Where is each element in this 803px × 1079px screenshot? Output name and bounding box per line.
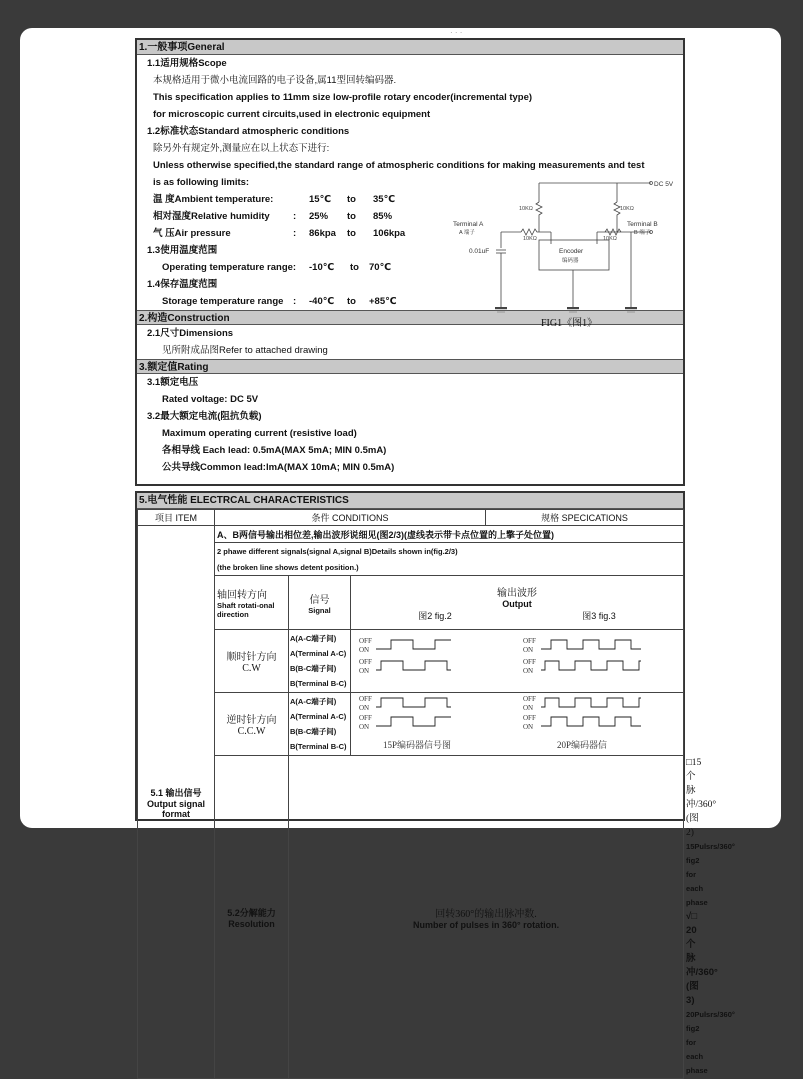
shaft-cn: 轴回转方向 [217,590,267,601]
ccw-waveform-chart [351,693,681,753]
ccw-fig3-off-b: OFF [523,714,536,722]
cw-sig-b2: B(Terminal B-C) [290,679,347,688]
dc-label: DC 5V [654,181,674,188]
st-to: to [347,296,356,307]
cw-waveform-chart [351,630,681,690]
ccw-fig3-wave-a [541,698,641,707]
ccw-waveforms [351,693,684,756]
resolution-condition [289,756,684,1079]
terminal-b-label: Terminal B [627,221,658,228]
figure-1-caption: FIG1《图1》 [541,318,598,329]
cw-sig-b1: B(B-C端子间) [290,664,337,673]
ccw-fig3-on-a: ON [523,704,534,712]
cw-fig3-off-a: OFF [523,637,536,645]
ccw-cell [215,693,289,756]
signal-en: Signal [308,605,331,615]
ccw-fig2-wave-b [376,717,451,726]
st-min: -40℃ [309,296,335,307]
cw-sig-a2: A(Terminal A-C) [290,649,347,658]
op-to: to [350,262,359,273]
output-signal-item [138,526,215,1079]
air-to: to [347,228,356,239]
ccw-fig2-on-a: ON [359,704,370,712]
spec-frame-upper [135,38,685,486]
output-signal-en: Output signal format [147,798,205,819]
cw-fig2-wave-b [376,661,451,670]
hum-min: 25% [309,211,329,222]
phase-en-2: (the broken line shows detent position.) [215,560,684,576]
ccw-signals [289,693,351,756]
hum-to: to [347,211,356,222]
page-break-mark: · · · [450,28,463,37]
ccw-fig2-wave-a [376,698,451,707]
ccw-fig2-on-b: ON [359,723,370,731]
resistor-2-label: 10KΩ [620,206,634,212]
col-item-header: 项目 ITEM [138,510,215,526]
ccw-fig2-off-b: OFF [359,714,372,722]
terminal-b-cn: B 端子 [634,230,651,236]
encoder-label: Encoder [559,248,584,255]
col-specs-header: 规格 SPECICATIONS [486,510,684,526]
ccw-sig-a1: A(A-C端子间) [290,697,337,706]
ccw-fig3-on-b: ON [523,723,534,731]
output-cn: 输出波形 [497,587,538,599]
storage-temp-title: 1.4保存温度范围 [147,279,218,290]
cw-fig3-on-b: ON [523,667,534,675]
dimensions-title: 2.1尺寸Dimensions [147,328,234,339]
capacitor-label: 0.01uF [469,248,490,255]
output-header [351,576,684,630]
hum-colon: : [293,211,297,222]
document-page [20,28,781,1075]
resistor-4-label: 10KΩ [603,236,617,242]
scope-title: 1.1适用规格Scope [147,58,227,69]
cw-fig2-off-a: OFF [359,637,372,645]
air-label: 气 压Air pressure [153,228,231,239]
shaft-en-1: Shaft rotati-onal [217,601,275,610]
op-temp-title: 1.3使用温度范围 [147,245,218,256]
scope-en-2: for microscopic current circuits,used in electronic equipment [153,109,431,120]
cw-fig3-off-b: OFF [523,658,536,666]
atm-en-2: is as following limits: [153,177,250,188]
cw-fig2-on-b: ON [359,667,370,675]
cw-fig2-off-b: OFF [359,658,372,666]
temp-min: 15℃ [309,194,332,205]
section-general-heading: 1.一般事项General [137,40,683,55]
shaft-en-2: direction [217,610,249,619]
cw-cell [215,630,289,693]
phase-en-1: 2 phawe different signals(signal A,signal B)Details shown in(fig.2/3) [215,543,684,560]
cw-en: C.W [242,663,261,674]
resolution-text-en: Number of pulses in 360° rotation. [412,919,560,930]
current-text: Maximum operating current (resistive load) [162,428,357,439]
air-colon: : [293,228,297,239]
hum-label: 相对湿度Relative humidity [153,211,270,222]
ccw-fig3-off-a: OFF [523,695,536,703]
resolution-text-cn: 回转360°的输出脉冲数. [435,908,537,920]
signal-cn: 信号 [309,594,330,606]
each-lead-text: 各相导线 Each lead: 0.5mA(MAX 5mA; MIN 0.5mA) [162,445,387,456]
ccw-cn: 逆时针方向 [226,715,277,726]
col-conditions-header: 条件 CONDITIONS [215,510,486,526]
resolution-cn: 5.2分解能力 [227,907,276,918]
temp-max: 35℃ [373,194,396,205]
cw-fig3-on-a: ON [523,646,534,654]
cw-fig3-wave-a [541,640,641,649]
cw-cn: 顺时针方向 [226,652,277,663]
air-max: 106kpa [373,228,406,239]
output-en: Output [502,598,532,609]
st-colon: : [293,296,297,307]
ccw-sig-a2: A(Terminal A-C) [290,712,347,721]
voltage-title: 3.1额定电压 [147,377,199,388]
cw-fig3-wave-b [541,661,641,670]
terminal-a-cn: A 端子 [459,230,475,236]
dimensions-text: 见所附成品图Refer to attached drawing [162,345,328,356]
section-rating-heading: 3.额定值Rating [137,359,683,374]
electrical-table: 项目 ITEM 条件 CONDITIONS 规格 SPECICATIONS 5.1 输出信号 Output signal format A、B两信号输出相位差,输出波形说细见(图2/3)(虚线表示带卡点位置的上擎子处位置) 2 phawe different signals(signal A,signal B)Details shown in(fig.2/3) (the broken line shows detent position.) 轴回转方向 Shaft rotati-onal direction 信号 Signal 输出波形 Output 图2 fig.2 图3 fig.3 顺时针方向 C.W A(A-C端子间) A(Terminal A-C) B(B-C端子间) B(Terminal B-C) OFF ON OFF ON OFF ON OFF ON 逆时针方向 C.C.W A(A-C端子间) A(Terminal A-C) B(B-C端子间) B(Terminal B-C) OFF ON OFF ON OFF ON OFF ON 15P编码器信号图 20P编码器信 5.2分解能力 Resolution 回转360°的输出脉冲数. Number of pulses in 360° rotation. □15个脉冲/360° (图2) 15Pulsrs/360° fig2 for each phase √□ 20个脉冲/360°(图3) 20Pulsrs/360° fig2 for each phase [137,509,684,1079]
temp-to: to [347,194,356,205]
atm-title: 1.2标准状态Standard atmospheric conditions [147,126,350,137]
fig2-label: 图2 fig.2 [418,610,452,621]
op-min: -10℃ [309,262,335,273]
cw-fig2-on-a: ON [359,646,370,654]
phase-cn: A、B两信号输出相位差,输出波形说细见(图2/3)(虚线表示带卡点位置的上擎子处位置) [215,526,684,543]
st-max: +85℃ [369,296,397,307]
resistor-1-label: 10KΩ [519,206,533,212]
caption-20p: 20P编码器信 [557,740,608,750]
scope-cn: 本规格适用于微小电流回路的电子设备,属11型回转编码器. [153,75,397,86]
hum-max: 85% [373,211,393,222]
ccw-sig-b2: B(Terminal B-C) [290,742,347,751]
fig3-label: 图3 fig.3 [582,610,616,621]
current-title: 3.2最大额定电流(阻抗负载) [147,411,262,422]
st-label: Storage temperature range [162,296,284,307]
ccw-fig2-off-a: OFF [359,695,372,703]
resistor-3-label: 10KΩ [523,236,537,242]
voltage-text: Rated voltage: DC 5V [162,394,259,405]
ccw-fig3-wave-b [541,717,641,726]
signal-header [289,576,351,630]
cw-signals [289,630,351,693]
temp-label: 温 度Ambient temperature: [153,194,274,205]
spec-frame-electrical [135,491,735,1075]
shaft-direction-header [215,576,289,630]
circuit-diagram [451,172,681,312]
op-label: Operating temperature range: [162,262,297,273]
atm-cn: 除另外有规定外,测量应在以上状态下进行: [153,143,330,154]
op-max: 70℃ [369,262,392,273]
common-lead-text: 公共导线Common lead:lmA(MAX 10mA; MIN 0.5mA) [162,462,395,473]
cw-fig2-wave-a [376,640,451,649]
ccw-sig-b1: B(B-C端子间) [290,727,337,736]
output-signal-cn: 5.1 输出信号 [150,787,202,798]
scope-en-1: This specification applies to 11mm size low-profile rotary encoder(incremental type) [153,92,533,103]
resolution-en: Resolution [228,918,275,929]
section-electrical-heading: 5.电气性能 ELECTRCAL CHARACTERISTICS [137,493,683,509]
encoder-cn-label: 编码器 [562,258,579,264]
atm-en-1: Unless otherwise specified,the standard range of atmospheric conditions for making measurements and test [153,160,645,171]
air-min: 86kpa [309,228,336,239]
cw-sig-a1: A(A-C端子间) [290,634,337,643]
resolution-item [215,756,289,1079]
section-construction-heading: 2.构造Construction [137,310,683,325]
ccw-en: C.C.W [237,726,266,737]
terminal-a-label: Terminal A [453,221,484,228]
caption-15p: 15P编码器信号图 [383,740,452,750]
cw-waveforms [351,630,684,693]
